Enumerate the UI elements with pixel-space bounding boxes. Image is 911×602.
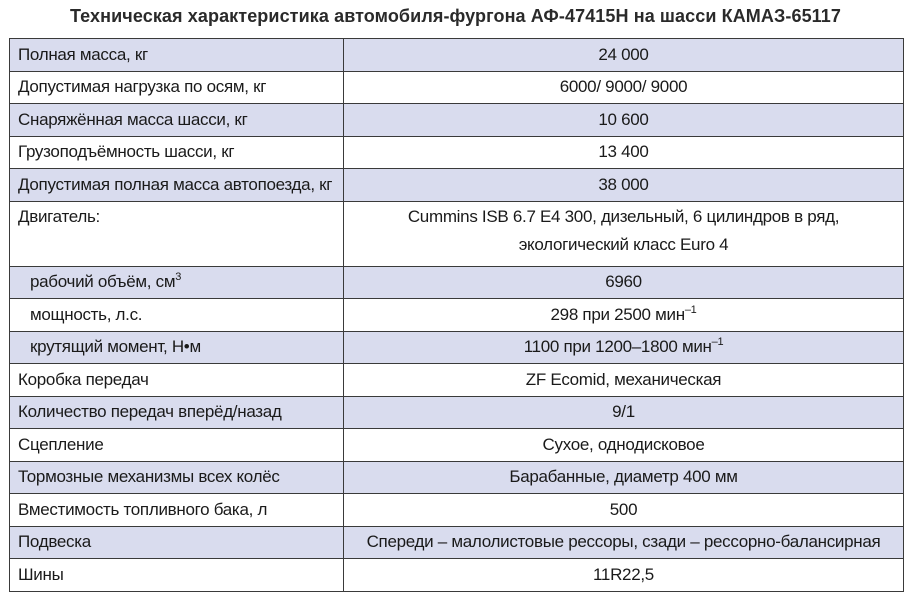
table-row	[10, 396, 904, 429]
superscript: –1	[684, 303, 697, 316]
param-cell: Вместимость топливного бака, л	[10, 494, 344, 527]
value-cell: 6000/ 9000/ 9000	[344, 71, 904, 104]
table-row	[10, 494, 904, 527]
value-cell: Спереди – малолистовые рессоры, сзади – рессорно-балансирная	[344, 526, 904, 559]
value-cell: 500	[344, 494, 904, 527]
superscript: 3	[175, 271, 182, 284]
value-cell: Сухое, однодисковое	[344, 429, 904, 462]
param-cell: Подвеска	[10, 526, 344, 559]
table-row	[10, 104, 904, 137]
value-cell	[344, 201, 904, 266]
table-row	[10, 299, 904, 332]
param-cell: Коробка передач	[10, 364, 344, 397]
table-row	[10, 526, 904, 559]
value-line: экологический класс Euro 4	[518, 234, 729, 254]
value-cell: 1100 при 1200–1800 мин$^{-1}$	[344, 331, 904, 364]
param-cell: рабочий объём, $см^3$	[10, 266, 344, 299]
value-cell: 13 400	[344, 136, 904, 169]
value-cell: Барабанные, диаметр 400 мм	[344, 461, 904, 494]
table-title: Техническая характеристика автомобиля-фургона АФ-47415Н на шасси КАМАЗ-65117	[69, 6, 842, 26]
value-cell: 24 000	[344, 39, 904, 72]
param-cell: Двигатель:	[10, 201, 344, 266]
value-line: Cummins ISB 6.7 E4 300, дизельный, 6 цилиндров в ряд,	[407, 206, 840, 226]
table-row	[10, 461, 904, 494]
table-row	[10, 364, 904, 397]
param-cell: Снаряжённая масса шасси, кг	[10, 104, 344, 137]
param-cell: Шины	[10, 559, 344, 592]
table-row	[10, 559, 904, 592]
table-row	[10, 39, 904, 72]
value-cell: 11R22,5	[344, 559, 904, 592]
table-row	[10, 201, 904, 266]
value-cell: ZF Ecomid, механическая	[344, 364, 904, 397]
table-row	[10, 71, 904, 104]
table-row	[10, 136, 904, 169]
param-cell: Тормозные механизмы всех колёс	[10, 461, 344, 494]
table-row	[10, 331, 904, 364]
param-cell: мощность, л.с.	[10, 299, 344, 332]
value-cell: 6960	[344, 266, 904, 299]
table-row	[10, 266, 904, 299]
value-cell: 9/1	[344, 396, 904, 429]
value-cell: 298 при 2500 мин$^{-1}$	[344, 299, 904, 332]
param-cell: крутящий момент, Н•м	[10, 331, 344, 364]
param-cell: Допустимая нагрузка по осям, кг	[10, 71, 344, 104]
param-cell: Сцепление	[10, 429, 344, 462]
param-cell: Полная масса, кг	[10, 39, 344, 72]
param-cell: Количество передач вперёд/назад	[10, 396, 344, 429]
param-cell: Грузоподъёмность шасси, кг	[10, 136, 344, 169]
superscript: –1	[711, 336, 724, 349]
value-cell: 10 600	[344, 104, 904, 137]
value-cell: 38 000	[344, 169, 904, 202]
table-row	[10, 169, 904, 202]
spec-table	[9, 38, 904, 592]
table-row	[10, 429, 904, 462]
param-cell: Допустимая полная масса автопоезда, кг	[10, 169, 344, 202]
